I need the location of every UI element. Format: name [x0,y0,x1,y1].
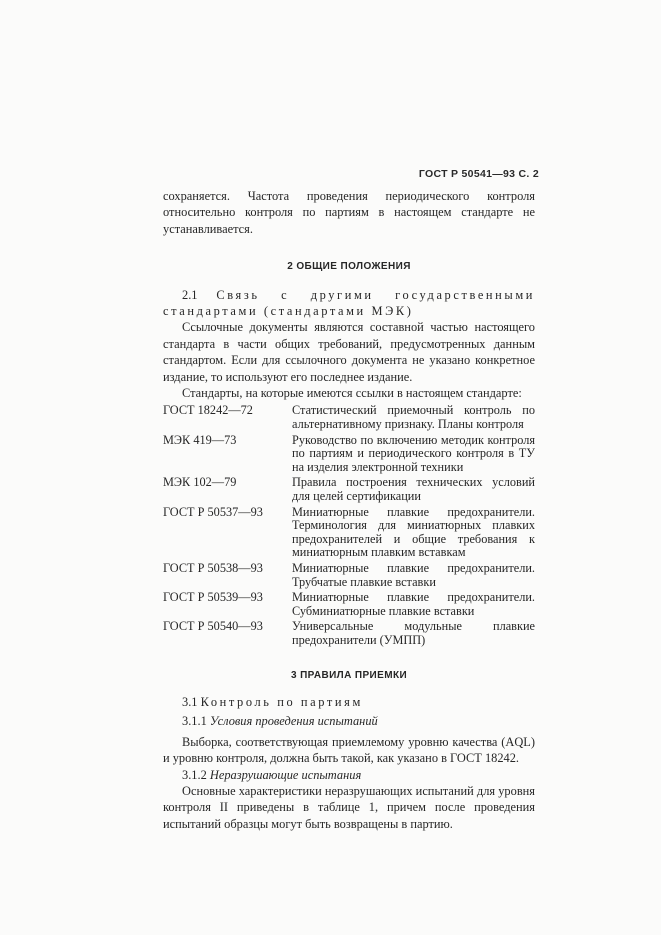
reference-code: ГОСТ 18242—72 [163,403,253,418]
subclause-3-1-2-title: Неразрушающие испытания [209,767,362,782]
reference-code: ГОСТ Р 50538—93 [163,561,263,575]
subclause-3-1-2 [163,767,535,783]
reference-row [163,506,535,562]
clause-2-1-title: Связь с другими государственными стандартами (стандартами МЭК) [163,287,535,319]
subclause-3-1-2-text: Основные характеристики неразрушающих испытаний для уровня контроля II приведены в таблице 1, причем после проведения испытаний образцы могут быть возвращены в партию. [163,784,535,831]
section-2-title: 2 ОБЩИЕ ПОЛОЖЕНИЯ [287,261,411,273]
reference-row [163,434,535,477]
page-header: ГОСТ Р 50541—93 С. 2 [418,168,539,180]
clause-3-1-number: 3.1 [182,694,198,709]
reference-title: Статистический приемочный контроль по альтернативному признаку. Планы контроля [292,403,535,432]
reference-code: ГОСТ Р 50539—93 [163,590,263,605]
subclause-3-1-1 [163,713,535,729]
subclause-3-1-1-text: Выборка, соответствующая приемлемому уровню качества (AQL) и уровню контроля, должна быть такой, как указано в ГОСТ 18242. [163,734,535,766]
reference-title: Правила построения технических условий для целей сертификации [292,475,535,504]
clause-3-1 [163,694,535,710]
reference-code: ГОСТ Р 50540—93 [163,619,263,634]
subclause-3-1-2-number: 3.1.2 [182,767,207,782]
reference-row [163,404,535,433]
reference-row [163,476,535,505]
reference-code: ГОСТ Р 50537—93 [163,504,263,519]
reference-title: Миниатюрные плавкие предохранители. Трубчатые плавкие вставки [292,561,535,589]
clause-2-1-number: 2.1 [182,287,198,302]
reference-title: Миниатюрные плавкие предохранители. Субминиатюрные плавкие вставки [292,590,535,618]
reference-code: МЭК 419—73 [163,432,237,447]
clause-2-1 [163,287,535,320]
intro-paragraph: сохраняется. Частота проведения периодического контроля относительно контроля по партиям в настоящем стандарте не устанавливается. [163,189,535,236]
section-2-paragraph-1: Ссылочные документы являются составной частью настоящего стандарта в части общих требований, предусмотренных данным стандартом. Если для ссылочного документа не указано конкретное издание, то используют его последнее издание. [163,320,535,384]
clause-3-1-title: Контроль по партиям [200,694,363,709]
section-2-paragraph-2: Стандарты, на которые имеются ссылки в настоящем стандарте: [182,386,522,401]
reference-row [163,591,535,620]
references-table [163,404,535,649]
reference-row [163,562,535,591]
reference-title: Миниатюрные плавкие предохранители. Терминология для миниатюрных плавких предохранителей и общие требования к миниатюрным плавким вставкам [292,504,535,560]
reference-code: МЭК 102—79 [163,475,237,490]
reference-title: Руководство по включению методик контроля по партиям и периодического контроля в ТУ на изделия электронной техники [292,432,535,474]
section-3-title: 3 ПРАВИЛА ПРИЕМКИ [290,669,408,681]
subclause-3-1-1-title: Условия проведения испытаний [209,714,378,729]
reference-row [163,620,535,649]
page-content [163,188,535,832]
subclause-3-1-1-number: 3.1.1 [182,714,207,729]
reference-title: Универсальные модульные плавкие предохранители (УМПП) [292,619,535,647]
